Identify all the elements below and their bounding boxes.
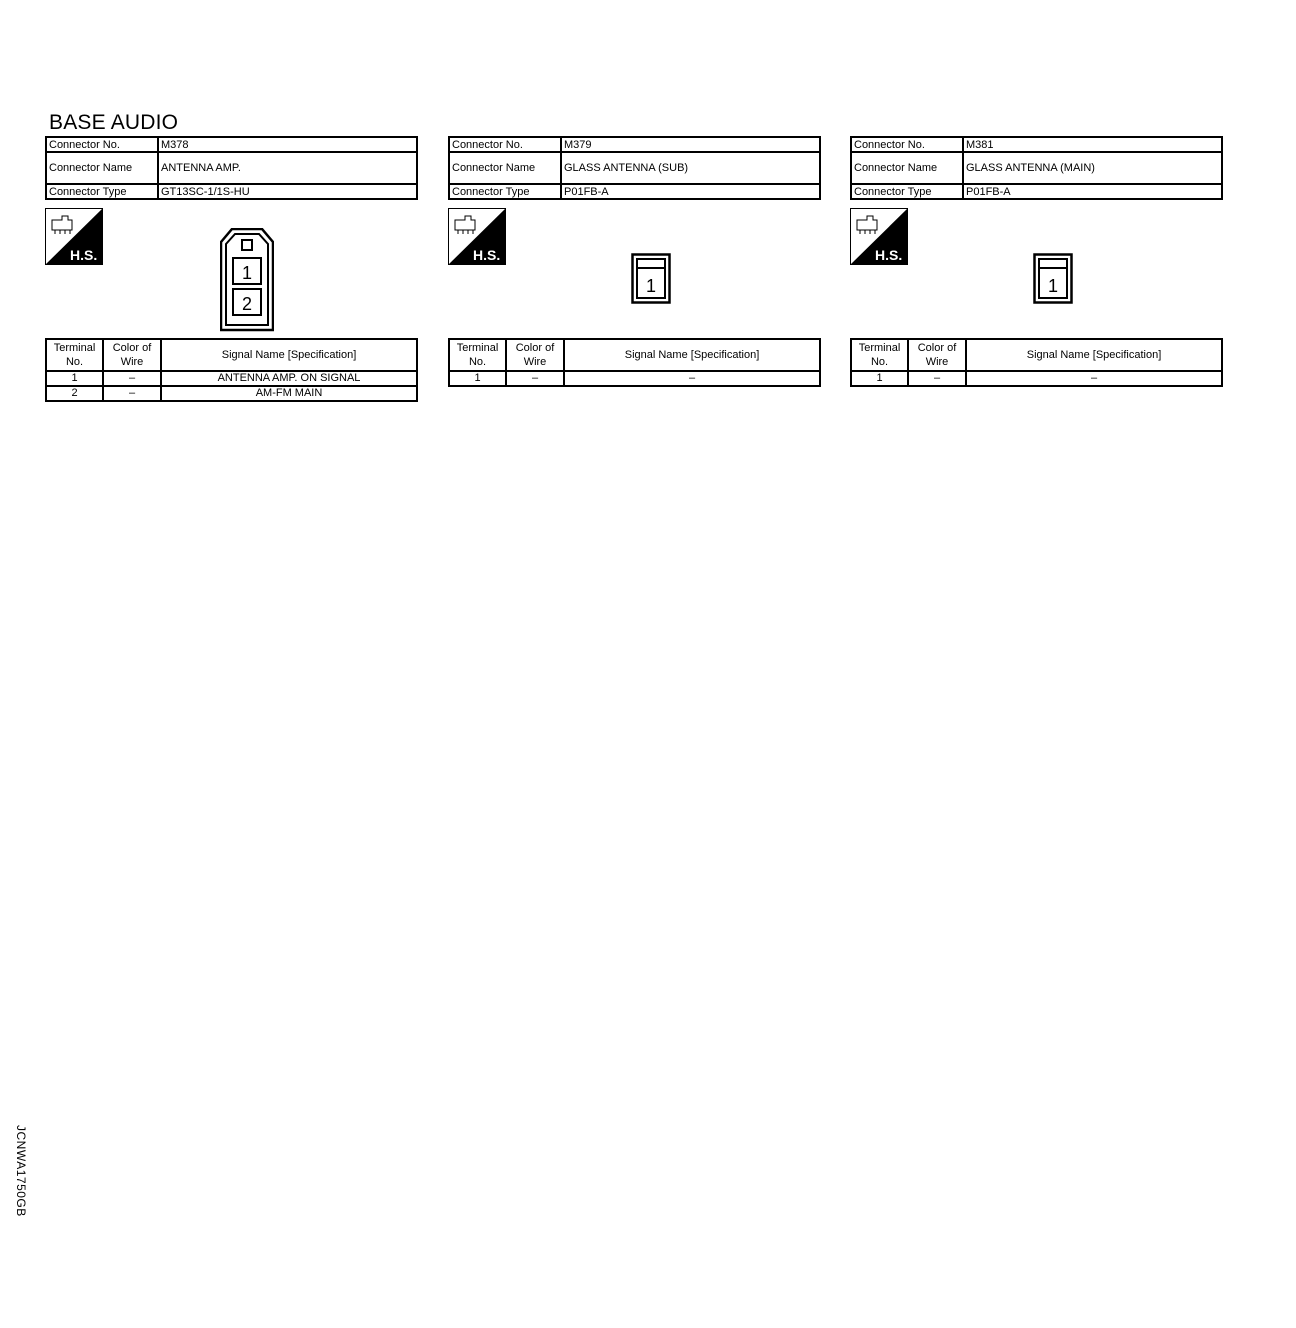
connector-1pin-face-icon — [1033, 253, 1073, 304]
terminal-no-header: Terminal No. — [449, 339, 506, 371]
signal-name-cell: – — [966, 371, 1222, 386]
connector-type-value: GT13SC-1/1S-HU — [158, 184, 417, 199]
connector-name-value: ANTENNA AMP. — [158, 152, 417, 184]
hs-badge-text: H.S. — [875, 247, 903, 263]
color-of-wire-header: Color of Wire — [103, 339, 161, 371]
connector-no-label: Connector No. — [851, 137, 963, 152]
connector-diagram — [448, 200, 821, 338]
document-id: JCNWA1750GB — [14, 1125, 28, 1217]
cavity-2-label: 2 — [241, 294, 253, 314]
connector-info-table — [45, 136, 418, 200]
wire-color-cell: – — [908, 371, 966, 386]
connector-info-table — [448, 136, 821, 200]
terminal-table — [850, 338, 1223, 387]
connector-diagram — [850, 200, 1223, 338]
connector-name-value: GLASS ANTENNA (SUB) — [561, 152, 820, 184]
terminal-no-cell: 1 — [851, 371, 908, 386]
table-row — [449, 371, 820, 386]
hs-harness-side-icon — [448, 208, 506, 265]
connector-name-label: Connector Name — [46, 152, 158, 184]
connector-block-m381 — [850, 136, 1223, 387]
table-row — [46, 386, 417, 401]
hs-badge-text: H.S. — [473, 247, 501, 263]
section-title: BASE AUDIO — [49, 111, 179, 134]
connector-diagram — [45, 200, 418, 338]
terminal-table — [448, 338, 821, 387]
hs-harness-side-icon — [850, 208, 908, 265]
hs-badge-text: H.S. — [70, 247, 98, 263]
signal-name-header: Signal Name [Specification] — [966, 339, 1222, 371]
connector-type-value: P01FB-A — [963, 184, 1222, 199]
signal-name-header: Signal Name [Specification] — [564, 339, 820, 371]
connector-block-m378 — [45, 136, 418, 402]
connector-no-value: M379 — [561, 137, 820, 152]
signal-name-cell: AM-FM MAIN — [161, 386, 417, 401]
terminal-no-header: Terminal No. — [851, 339, 908, 371]
signal-name-header: Signal Name [Specification] — [161, 339, 417, 371]
connector-no-value: M378 — [158, 137, 417, 152]
terminal-no-cell: 1 — [449, 371, 506, 386]
signal-name-cell: – — [564, 371, 820, 386]
terminal-no-header: Terminal No. — [46, 339, 103, 371]
wire-color-cell: – — [103, 386, 161, 401]
wire-color-cell: – — [506, 371, 564, 386]
connector-no-label: Connector No. — [449, 137, 561, 152]
wire-color-cell: – — [103, 371, 161, 386]
cavity-1-label: 1 — [645, 276, 657, 296]
connector-info-table — [850, 136, 1223, 200]
cavity-1-label: 1 — [1047, 276, 1059, 296]
connector-type-label: Connector Type — [449, 184, 561, 199]
cavity-1-label: 1 — [241, 263, 253, 283]
terminal-no-cell: 2 — [46, 386, 103, 401]
connector-name-label: Connector Name — [851, 152, 963, 184]
connector-name-label: Connector Name — [449, 152, 561, 184]
connector-2pin-face-icon — [220, 228, 274, 332]
terminal-table — [45, 338, 418, 402]
signal-name-cell: ANTENNA AMP. ON SIGNAL — [161, 371, 417, 386]
connector-type-label: Connector Type — [46, 184, 158, 199]
hs-harness-side-icon — [45, 208, 103, 265]
terminal-no-cell: 1 — [46, 371, 103, 386]
color-of-wire-header: Color of Wire — [506, 339, 564, 371]
connector-type-value: P01FB-A — [561, 184, 820, 199]
table-row — [851, 371, 1222, 386]
table-row — [46, 371, 417, 386]
connector-block-m379 — [448, 136, 821, 387]
connector-no-label: Connector No. — [46, 137, 158, 152]
connector-no-value: M381 — [963, 137, 1222, 152]
connector-name-value: GLASS ANTENNA (MAIN) — [963, 152, 1222, 184]
connector-1pin-face-icon — [631, 253, 671, 304]
connector-type-label: Connector Type — [851, 184, 963, 199]
color-of-wire-header: Color of Wire — [908, 339, 966, 371]
